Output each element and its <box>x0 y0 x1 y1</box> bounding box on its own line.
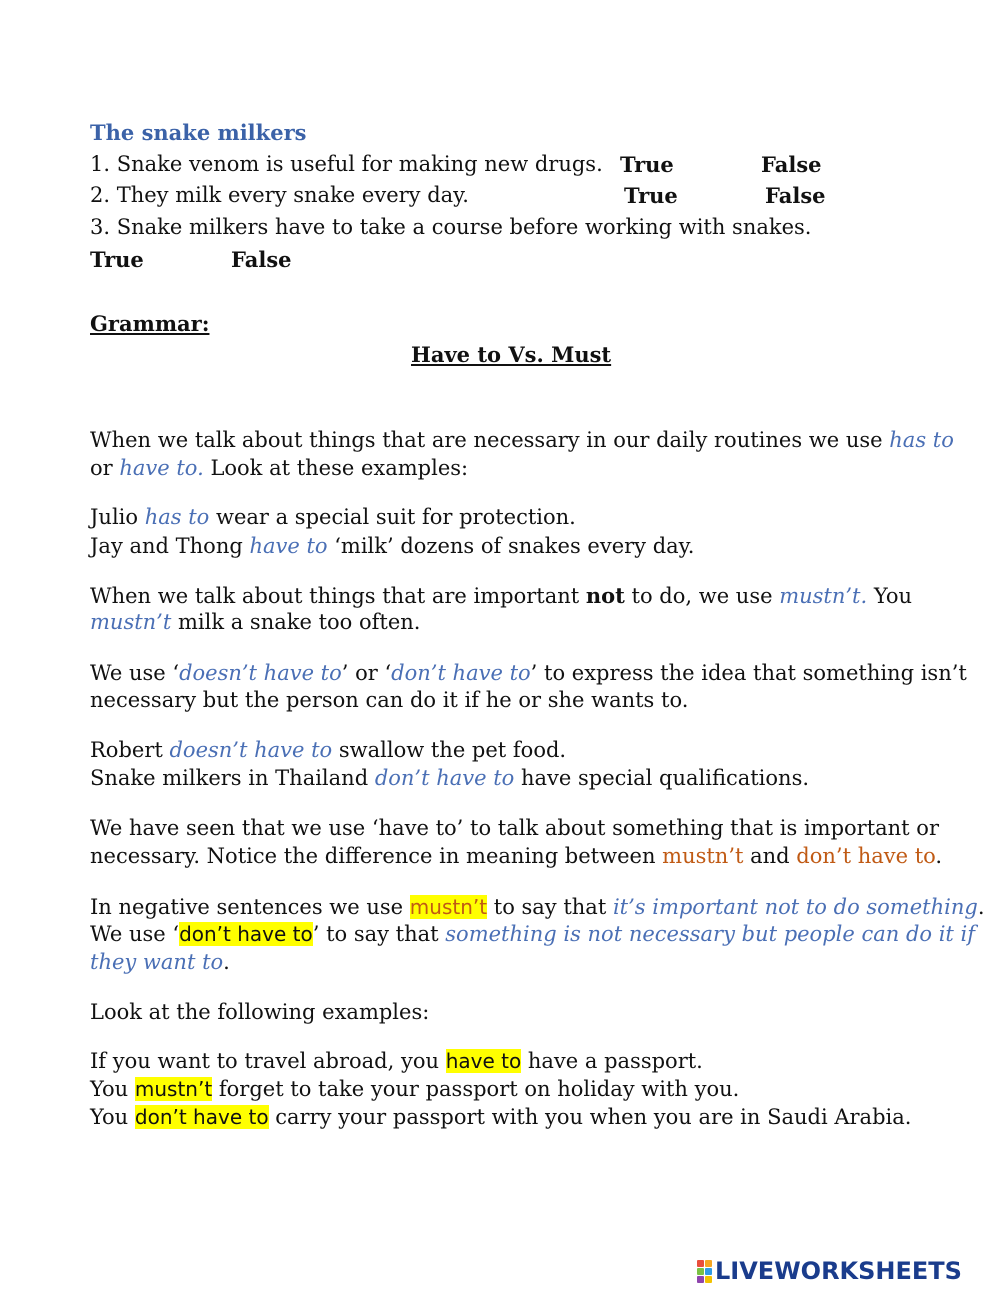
logo-block <box>697 1276 704 1283</box>
paragraph-1-line-1: When we talk about things that are necessary in our daily routines we use has to <box>90 428 954 452</box>
highlight-have-to: have to <box>445 1049 522 1073</box>
example-6: You mustn’t forget to take your passport on holiday with you. <box>90 1077 740 1101</box>
grammar-label: Grammar: <box>90 311 210 336</box>
paragraph-2-line-2: mustn’t milk a snake too often. <box>90 610 421 634</box>
example-5: If you want to travel abroad, you have to have a passport. <box>90 1049 703 1073</box>
q1-false-option[interactable]: False <box>761 152 822 177</box>
q1-true-option[interactable]: True <box>620 152 674 177</box>
example-4: Snake milkers in Thailand don’t have to have special qualifications. <box>90 766 810 790</box>
paragraph-3-line-1: We use ‘doesn’t have to’ or ‘don’t have to’ to express the idea that something isn’t <box>90 661 967 685</box>
question-3: 3. Snake milkers have to take a course before working with snakes. <box>90 215 812 239</box>
logo-text: LIVEWORKSHEETS <box>715 1256 962 1285</box>
highlight-mustnt: mustn’t <box>409 895 488 919</box>
q2-false-option[interactable]: False <box>765 183 826 208</box>
paragraph-2-line-1: When we talk about things that are important not to do, we use mustn’t. You <box>90 583 913 608</box>
q2-true-option[interactable]: True <box>624 183 678 208</box>
example-3: Robert doesn’t have to swallow the pet food. <box>90 738 567 762</box>
logo-block <box>705 1260 712 1267</box>
question-2: 2. They milk every snake every day. <box>90 183 469 207</box>
logo-block <box>697 1268 704 1275</box>
logo-block <box>697 1260 704 1267</box>
example-1: Julio has to wear a special suit for protection. <box>90 505 576 529</box>
question-1: 1. Snake venom is useful for making new drugs. <box>90 152 603 176</box>
logo-blocks-icon <box>697 1260 712 1283</box>
logo-block <box>705 1268 712 1275</box>
grammar-heading: Have to Vs. Must <box>411 342 612 367</box>
paragraph-6: Look at the following examples: <box>90 1000 430 1024</box>
paragraph-3-line-2: necessary but the person can do it if he or she wants to. <box>90 688 689 712</box>
paragraph-5-line-1: In negative sentences we use mustn’t to say that it’s important not to do something. <box>90 895 985 919</box>
quiz-title: The snake milkers <box>90 120 307 145</box>
paragraph-1-line-2: or have to. Look at these examples: <box>90 456 469 480</box>
example-2: Jay and Thong have to ‘milk’ dozens of snakes every day. <box>90 534 695 558</box>
paragraph-4-line-1: We have seen that we use ‘have to’ to talk about something that is important or <box>90 816 939 840</box>
q3-false-option[interactable]: False <box>231 247 292 272</box>
highlight-dont-have-to: don’t have to <box>179 922 313 946</box>
paragraph-5-line-2: We use ‘don’t have to’ to say that something is not necessary but people can do it if <box>90 922 976 946</box>
highlight-mustnt: mustn’t <box>134 1077 213 1101</box>
example-7: You don’t have to carry your passport with you when you are in Saudi Arabia. <box>90 1105 912 1129</box>
liveworksheets-logo[interactable] <box>697 1255 962 1287</box>
q3-true-option[interactable]: True <box>90 247 144 272</box>
paragraph-4-line-2: necessary. Notice the difference in meaning between mustn’t and don’t have to. <box>90 844 943 868</box>
paragraph-5-line-3: they want to. <box>90 950 230 974</box>
logo-block <box>705 1276 712 1283</box>
highlight-dont-have-to: don’t have to <box>134 1105 269 1129</box>
